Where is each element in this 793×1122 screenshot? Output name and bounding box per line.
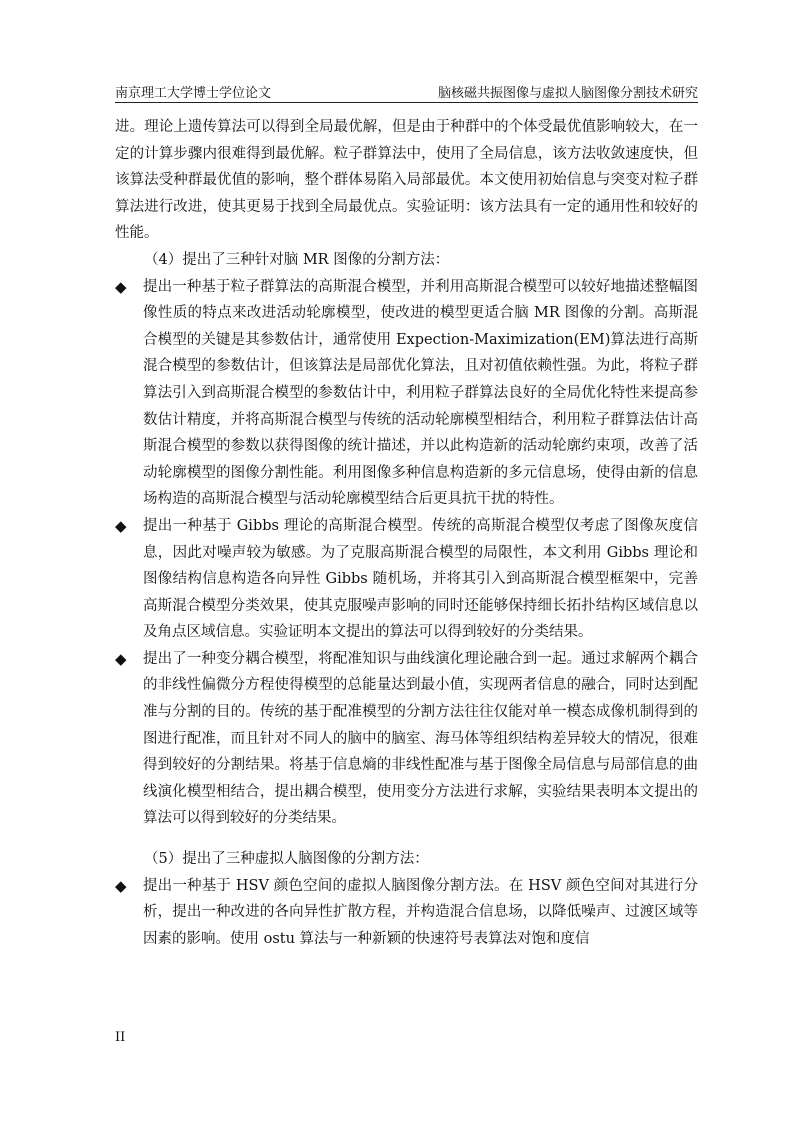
section-5-item-text: 提出一种基于 HSV 颜色空间的虚拟人脑图像分割方法。在 HSV 颜色空间对其进行分析，提出一种改进的各向异性扩散方程，并构造混合信息场，以降低噪声、过渡区域等因素的影响。使用 ostu 算法与一种新颖的快速符号表算法对饱和度信 xyxy=(143,877,698,947)
page-number: II xyxy=(115,1030,126,1045)
diamond-bullet-icon: ◆ xyxy=(115,277,127,296)
section-4-item xyxy=(115,513,698,646)
section-4-item-text: 提出一种基于 Gibbs 理论的高斯混合模型。传统的高斯混合模型仅考虑了图像灰度信息，因此对噪声较为敏感。为了克服高斯混合模型的局限性，本文利用 Gibbs 理论和图像结构信息构造各向异性 Gibbs 随机场，并将其引入到高斯混合模型框架中，完善高斯混合模型分类效果，使其克服噪声影响的同时还能够保持细长拓扑结构区域信息以及角点区域信息。实验证明本文提出的算法可以得到较好的分类结果。 xyxy=(143,517,698,641)
section-4-item xyxy=(115,274,698,513)
diamond-bullet-icon: ◆ xyxy=(115,649,127,668)
header-thesis-title: 脑核磁共振图像与虚拟人脑图像分割技术研究 xyxy=(437,86,698,101)
header-thesis-type: 南京理工大学博士学位论文 xyxy=(115,86,272,101)
diamond-bullet-icon: ◆ xyxy=(115,876,127,895)
section-4-item-text: 提出一种基于粒子群算法的高斯混合模型，并利用高斯混合模型可以较好地描述整幅图像性质的特点来改进活动轮廓模型，使改进的模型更适合脑 MR 图像的分割。高斯混合模型的关键是其参数估计，通常使用 Expection-Maximization(EM)算法进行高斯混合模型的参数估计，但该算法是局部优化算法，且对初值依赖性强。为此，将粒子群算法引入到高斯混合模型的参数估计中，利用粒子群算法良好的全局优化特性来提高参数估计精度，并将高斯混合模型与传统的活动轮廓模型相结合，利用粒子群算法估计高斯混合模型的参数以获得图像的统计描述，并以此构造新的活动轮廓约束项，改善了活动轮廓模型的图像分割性能。利用图像多种信息构造新的多元信息场，使得由新的信息场构造的高斯混合模型与活动轮廓模型结合后更具抗干扰的特性。 xyxy=(143,278,698,508)
section-5-item xyxy=(115,873,698,953)
page-body xyxy=(115,114,698,952)
section-gap xyxy=(115,832,698,846)
diamond-bullet-icon: ◆ xyxy=(115,516,127,535)
section-5-heading: （5）提出了三种虚拟人脑图像的分割方法： xyxy=(144,851,429,868)
intro-paragraph: 进。理论上遗传算法可以得到全局最优解，但是由于种群中的个体受最优值影响较大，在一定的计算步骤内很难得到最优解。粒子群算法中，使用了全局信息，该方法收敛速度快，但该算法受种群最优值的影响，整个群体易陷入局部最优。本文使用初始信息与突变对粒子群算法进行改进，使其更易于找到全局最优点。实验证明：该方法具有一定的通用性和较好的性能。 xyxy=(115,119,698,242)
section-4-item-text: 提出了一种变分耦合模型，将配准知识与曲线演化理论融合到一起。通过求解两个耦合的非线性偏微分方程使得模型的总能量达到最小值，实现两者信息的融合，同时达到配准与分割的目的。传统的基于配准模型的分割方法往往仅能对单一模态成像机制得到的图进行配准，而且针对不同人的脑中的脑室、海马体等组织结构差异较大的情况，很难得到较好的分割结果。将基于信息熵的非线性配准与基于图像全局信息与局部信息的曲线演化模型相结合，提出耦合模型，使用变分方法进行求解，实验结果表明本文提出的算法可以得到较好的分类结果。 xyxy=(143,650,698,827)
running-header xyxy=(115,80,698,103)
section-4-item xyxy=(115,646,698,832)
section-4-heading: （4）提出了三种针对脑 MR 图像的分割方法： xyxy=(144,251,450,268)
